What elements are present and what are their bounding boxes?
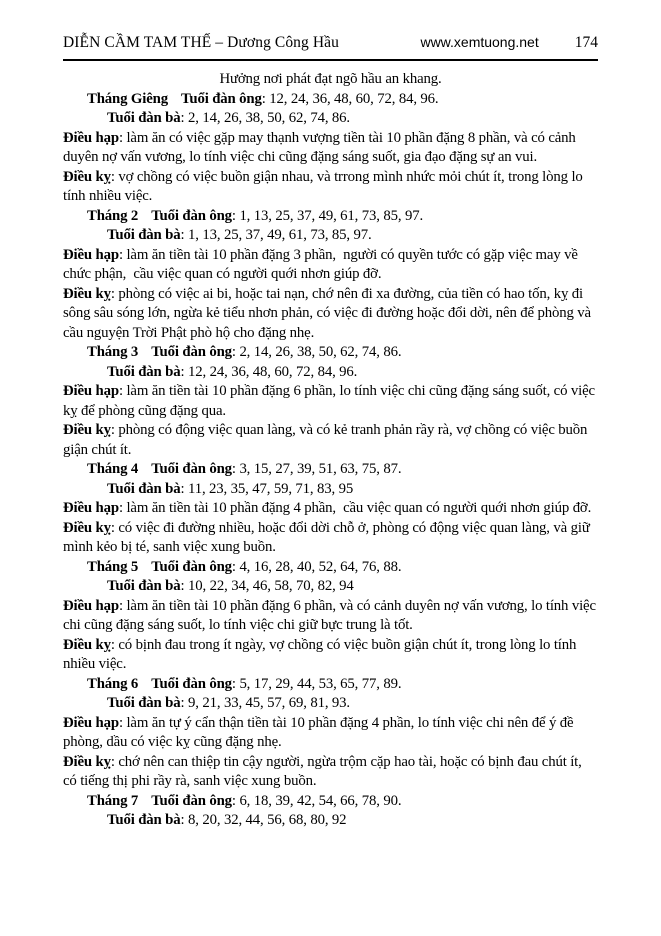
label-separator: : [180, 695, 188, 711]
label-separator: : [231, 558, 240, 575]
month-name: Tháng 6 [87, 675, 139, 692]
month-section [63, 558, 598, 675]
label-separator: : [180, 480, 188, 497]
hap-text: làm ăn có việc gặp may thạnh vượng tiền tài 10 phần đặng 8 phần, và có cảnh duyên nợ vấn vương, lo tính việc chi cũng đặng sáng suốt, gia đạo đặng sự an vui. [63, 129, 580, 165]
ky-label: Điều kỵ [63, 285, 111, 302]
label-separator: : [180, 227, 188, 243]
hap-paragraph [63, 597, 598, 636]
ky-text: phòng có việc ai bi, hoặc tai nạn, chớ nên đi xa đường, của tiền có hao tốn, kỵ đi sông sâu sóng lớn, ngừa kẻ tiểu nhơn phản, có việc đi đường hoặc đổi dời, nên để phòng và cầu nguyện Trời Phật phò hộ cho đặng nhẹ. [63, 285, 595, 341]
men-ages-label: Tuổi đàn ông [151, 675, 232, 692]
label-separator: : [110, 636, 119, 653]
page-content [63, 70, 598, 831]
label-separator: : [110, 168, 119, 185]
women-ages-line [63, 109, 598, 129]
ky-label: Điều kỵ [63, 168, 111, 185]
ky-label: Điều kỵ [63, 636, 111, 653]
label-separator: : [110, 519, 119, 536]
hap-label: Điều hạp [63, 129, 119, 146]
ky-text: phòng có động việc quan làng, và có kẻ tranh phản rầy rà, vợ chồng có việc buồn giận chút ít. [63, 422, 591, 458]
ky-text: có việc đi đường nhiều, hoặc đổi dời chỗ ở, phòng có động việc quan làng, và giữ mình kẻo bị té, sanh việc xung buồn. [63, 519, 594, 555]
women-ages-line [63, 480, 598, 500]
label-separator: : [231, 675, 240, 692]
hap-label: Điều hạp [63, 500, 119, 516]
month-header-line [63, 207, 598, 227]
month-section [63, 90, 598, 207]
women-ages-numbers: 9, 21, 33, 45, 57, 69, 81, 93. [188, 695, 350, 711]
month-name: Tháng 5 [87, 558, 139, 575]
women-ages-numbers: 8, 20, 32, 44, 56, 68, 80, 92 [188, 812, 347, 828]
women-ages-line [63, 811, 598, 831]
women-ages-line [63, 694, 598, 714]
label-separator: : [231, 207, 240, 224]
men-ages-numbers: 3, 15, 27, 39, 51, 63, 75, 87. [239, 461, 402, 477]
label-separator: : [231, 461, 240, 477]
ky-paragraph [63, 285, 598, 344]
hap-label: Điều hạp [63, 597, 119, 614]
book-title: DIỄN CẦM TAM THẾ – Dương Công Hầu [63, 34, 339, 51]
men-ages-label: Tuổi đàn ông [151, 792, 232, 809]
ky-paragraph [63, 168, 598, 207]
hap-text: làm ăn tiền tài 10 phần đặng 3 phần, người có quyền tước có gặp việc may về chức phận, cầu việc quan có người quới nhơn giúp đỡ. [63, 246, 582, 282]
intro-line: Hưởng nơi phát đạt ngõ hầu an khang. [219, 71, 442, 87]
men-ages-numbers: 1, 13, 25, 37, 49, 61, 73, 85, 97. [239, 207, 423, 224]
label-separator: : [231, 344, 240, 360]
hap-label: Điều hạp [63, 714, 119, 731]
label-separator: : [110, 422, 119, 438]
women-ages-label: Tuổi đàn bà [107, 812, 181, 828]
label-separator: : [118, 500, 127, 516]
hap-text: làm ăn tự ý cẩn thận tiền tài 10 phần đặng 4 phần, lo tính việc chi nên để ý đề phòng, dầu có việc kỵ cũng đặng nhẹ. [63, 714, 577, 750]
header-rule [63, 59, 598, 61]
label-separator: : [180, 812, 188, 828]
women-ages-label: Tuổi đàn bà [107, 227, 181, 243]
label-separator: : [118, 246, 127, 263]
label-separator: : [118, 129, 127, 146]
website-url: www.xemtuong.net [420, 34, 539, 50]
women-ages-numbers: 12, 24, 36, 48, 60, 72, 84, 96. [188, 363, 358, 380]
page-header [63, 34, 598, 52]
women-ages-label: Tuổi đàn bà [107, 110, 181, 126]
hap-label: Điều hạp [63, 246, 119, 263]
month-header-line [63, 675, 598, 695]
hap-paragraph [63, 129, 598, 168]
month-header-line [63, 558, 598, 578]
men-ages-numbers: 5, 17, 29, 44, 53, 65, 77, 89. [239, 675, 402, 692]
men-ages-numbers: 2, 14, 26, 38, 50, 62, 74, 86. [239, 344, 402, 360]
label-separator: : [118, 383, 127, 399]
women-ages-label: Tuổi đàn bà [107, 578, 181, 594]
hap-paragraph [63, 382, 598, 421]
month-section [63, 207, 598, 344]
women-ages-numbers: 11, 23, 35, 47, 59, 71, 83, 95 [188, 480, 354, 497]
women-ages-label: Tuổi đàn bà [107, 480, 181, 497]
women-ages-line [63, 577, 598, 597]
hap-paragraph [63, 714, 598, 753]
men-ages-label: Tuổi đàn ông [151, 558, 232, 575]
month-header-line [63, 792, 598, 812]
month-section [63, 675, 598, 792]
men-ages-label: Tuổi đàn ông [181, 90, 262, 107]
ky-label: Điều kỵ [63, 753, 111, 770]
month-section [63, 343, 598, 460]
label-separator: : [180, 110, 188, 126]
women-ages-line [63, 363, 598, 383]
ky-paragraph [63, 636, 598, 675]
month-name: Tháng Giêng [87, 90, 168, 107]
men-ages-numbers: 4, 16, 28, 40, 52, 64, 76, 88. [239, 558, 402, 575]
men-ages-numbers: 6, 18, 39, 42, 54, 66, 78, 90. [239, 792, 402, 809]
ky-paragraph [63, 519, 598, 558]
women-ages-label: Tuổi đàn bà [107, 695, 181, 711]
women-ages-numbers: 2, 14, 26, 38, 50, 62, 74, 86. [188, 110, 350, 126]
women-ages-line [63, 226, 598, 246]
men-ages-label: Tuổi đàn ông [151, 344, 232, 360]
months-container [63, 90, 598, 831]
month-header-line [63, 90, 598, 110]
men-ages-numbers: 12, 24, 36, 48, 60, 72, 84, 96. [269, 90, 439, 107]
label-separator: : [180, 578, 188, 594]
month-name: Tháng 7 [87, 792, 139, 809]
ky-text: có bịnh đau trong ít ngày, vợ chồng có việc buồn giận chút ít, trong lòng lo tính nhiều việc. [63, 636, 580, 672]
label-separator: : [118, 714, 127, 731]
label-separator: : [261, 90, 270, 107]
women-ages-numbers: 10, 22, 34, 46, 58, 70, 82, 94 [188, 578, 354, 594]
month-header-line [63, 343, 598, 363]
label-separator: : [180, 363, 188, 380]
ky-label: Điều kỵ [63, 519, 111, 536]
page-number: 174 [574, 34, 598, 51]
month-name: Tháng 2 [87, 207, 139, 224]
women-ages-numbers: 1, 13, 25, 37, 49, 61, 73, 85, 97. [188, 227, 372, 243]
hap-paragraph [63, 246, 598, 285]
label-separator: : [110, 285, 119, 302]
men-ages-label: Tuổi đàn ông [151, 461, 232, 477]
header-right-group [420, 34, 598, 52]
women-ages-label: Tuổi đàn bà [107, 363, 181, 380]
month-header-line [63, 460, 598, 480]
hap-text: làm ăn tiền tài 10 phần đặng 6 phần, và có cảnh duyên nợ vấn vương, lo tính việc chi cũng đặng sáng suốt, lo tính việc chi giữ bực trung là tốt. [63, 597, 600, 633]
ky-paragraph [63, 753, 598, 792]
month-section [63, 460, 598, 558]
ky-text: chớ nên can thiệp tin cậy người, ngừa trộm cặp hao tài, hoặc có bịnh đau chút ít, có tiếng thị phi rầy rà, sanh việc xung buồn. [63, 753, 586, 789]
month-section [63, 792, 598, 831]
month-name: Tháng 4 [87, 461, 139, 477]
hap-text: làm ăn tiền tài 10 phần đặng 6 phần, lo tính việc chi cũng đặng sáng suốt, có việc kỵ để phòng cũng đặng qua. [63, 383, 599, 419]
month-name: Tháng 3 [87, 344, 139, 360]
label-separator: : [231, 792, 240, 809]
label-separator: : [118, 597, 127, 614]
label-separator: : [110, 753, 119, 770]
hap-label: Điều hạp [63, 383, 119, 399]
ky-text: vợ chồng có việc buồn giận nhau, và trrong mình nhức mỏi chút ít, trong lòng lo tính nhiều việc. [63, 168, 587, 204]
hap-text: làm ăn tiền tài 10 phần đặng 4 phần, cầu việc quan có người quới nhơn giúp đỡ. [126, 500, 592, 516]
hap-paragraph [63, 499, 598, 519]
men-ages-label: Tuổi đàn ông [151, 207, 232, 224]
ky-paragraph [63, 421, 598, 460]
ky-label: Điều kỵ [63, 422, 111, 438]
